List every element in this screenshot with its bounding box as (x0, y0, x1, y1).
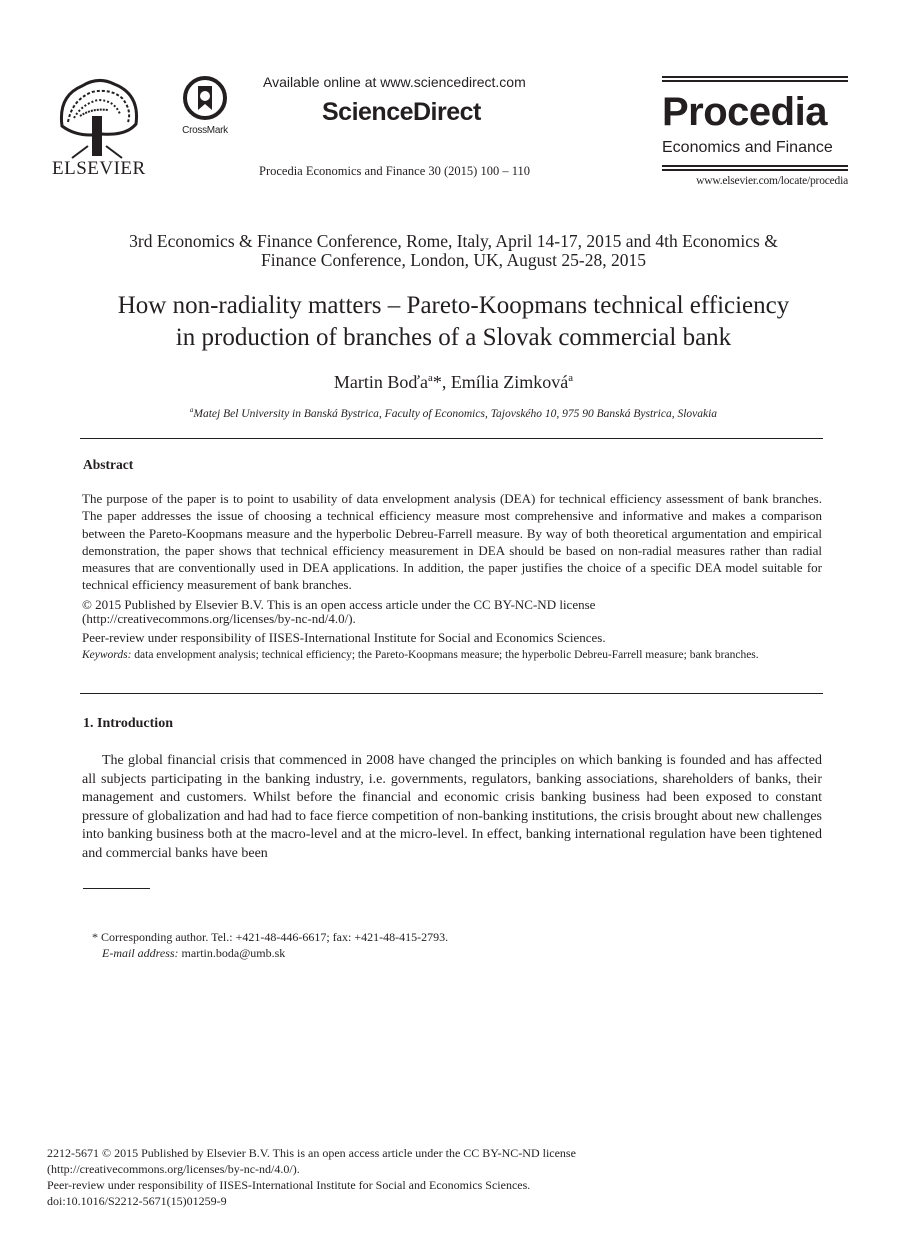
conference-line: 3rd Economics & Finance Conference, Rome, Italy, April 14-17, 2015 and 4th Economics & (129, 231, 778, 251)
procedia-logo (662, 76, 848, 187)
rule (662, 80, 848, 82)
license-line: © 2015 Published by Elsevier B.V. This is an open access article under the CC BY-NC-ND license (82, 597, 596, 612)
author-name: Emília Zimková (450, 372, 569, 392)
crossmark-icon (181, 76, 229, 120)
abstract-text: The purpose of the paper is to point to usability of data envelopment analysis (DEA) for technical efficiency assessment of bank branches. The paper addresses the issue of choosing a technical efficiency measure most comprehensive and informative and makes a comparison between the Pareto-Koopmans measure and the hyperbolic Debreu-Farrell measure. By way of both theoretical argumentation and empirical demonstration, the paper shows that technical efficiency measurement in DEA should be based on non-radial measures rather than radial measures that are conventionally used in DEA applications. In addition, the paper justifies the choice of a specific DEA model suitable for technical efficiency measurement of bank branches. (82, 491, 822, 593)
footer-doi[interactable]: doi:10.1016/S2212-5671(15)01259-9 (47, 1194, 227, 1208)
section-heading: 1. Introduction (83, 716, 173, 731)
keywords (82, 648, 822, 664)
footer-peer-review: Peer-review under responsibility of IISES-International Institute for Social and Economics Sciences. (47, 1178, 531, 1192)
paren-close: ). (348, 611, 356, 626)
paren-open: ( (82, 611, 87, 626)
procedia-subtitle: Economics and Finance (662, 139, 833, 156)
procedia-url[interactable]: www.elsevier.com/locate/procedia (696, 175, 848, 187)
corresponding-author-note: * Corresponding author. Tel.: +421-48-446-6617; fax: +421-48-415-2793. (92, 930, 449, 944)
footer-issn: 2212-5671 © 2015 Published by Elsevier B.V. This is an open access article under the CC BY-NC-ND license (47, 1146, 576, 1160)
publisher-name: ELSEVIER (52, 158, 146, 179)
sciencedirect-logo: ScienceDirect (322, 98, 481, 126)
introduction-text: The global financial crisis that commenced in 2008 have changed the principles on which banking is founded and has affected all subjects participating in the banking industry, i.e. governments, regulators, banking associations, shareholders of banks, their management and customers. Whilst before the financial and economic crisis banking business had been exposed to constant pressure of globalization and had had to face fierce competition of non-banking institutions, the crisis brought about new challenges into banking business both at the macro-level and at the micro-level. In effect, banking international regulation have been tightened and commercial banks have been (82, 753, 822, 861)
affiliation (60, 407, 847, 420)
abstract-heading: Abstract (83, 457, 134, 472)
footer-license-link[interactable]: (http://creativecommons.org/licenses/by-nc-nd/4.0/). (47, 1162, 300, 1176)
procedia-wordmark: Procedia (662, 90, 827, 134)
conference-line: Finance Conference, London, UK, August 25-28, 2015 (261, 250, 646, 270)
affiliation-marker: a (428, 372, 433, 384)
rule (662, 76, 848, 78)
corresponding-marker: * (432, 372, 442, 392)
email-label: E-mail address: (102, 946, 179, 960)
divider (80, 438, 823, 439)
license-link-line (82, 610, 822, 627)
crossmark-badge[interactable] (176, 76, 234, 136)
footnote-rule (83, 888, 150, 889)
author-separator: , (441, 372, 451, 392)
affiliation-marker: a (568, 372, 574, 384)
divider (80, 693, 823, 694)
available-online: Available online at www.sciencedirect.com (263, 74, 526, 90)
license-link[interactable]: http://creativecommons.org/licenses/by-nc-nd/4.0/ (86, 611, 349, 626)
rule (662, 169, 848, 171)
rule (662, 165, 848, 167)
title-line: in production of branches of a Slovak commercial bank (175, 324, 732, 351)
title-line: How non-radiality matters – Pareto-Koopmans technical efficiency (117, 292, 790, 319)
journal-citation: Procedia Economics and Finance 30 (2015) 100 – 110 (259, 164, 531, 178)
conference-info (60, 232, 847, 270)
email-note (102, 946, 285, 961)
keywords-label: Keywords: (82, 649, 132, 661)
affiliation-text: Matej Bel University in Banská Bystrica, Faculty of Economics, Tajovského 10, 975 90 Banská Bystrica, Slovakia (193, 407, 718, 420)
crossmark-label: CrossMark (182, 125, 228, 136)
email-address[interactable]: martin.boda@umb.sk (178, 946, 286, 960)
peer-review: Peer-review under responsibility of IISES-International Institute for Social and Economics Sciences. (82, 630, 606, 645)
paper-title (60, 290, 847, 354)
author-list (60, 372, 847, 393)
keywords-list: data envelopment analysis; technical efficiency; the Pareto-Koopmans measure; the hyperbolic Debreu-Farrell measure; bank branches. (131, 649, 759, 661)
affiliation-marker: a (189, 407, 194, 414)
author-name: Martin Boďa (333, 372, 429, 392)
